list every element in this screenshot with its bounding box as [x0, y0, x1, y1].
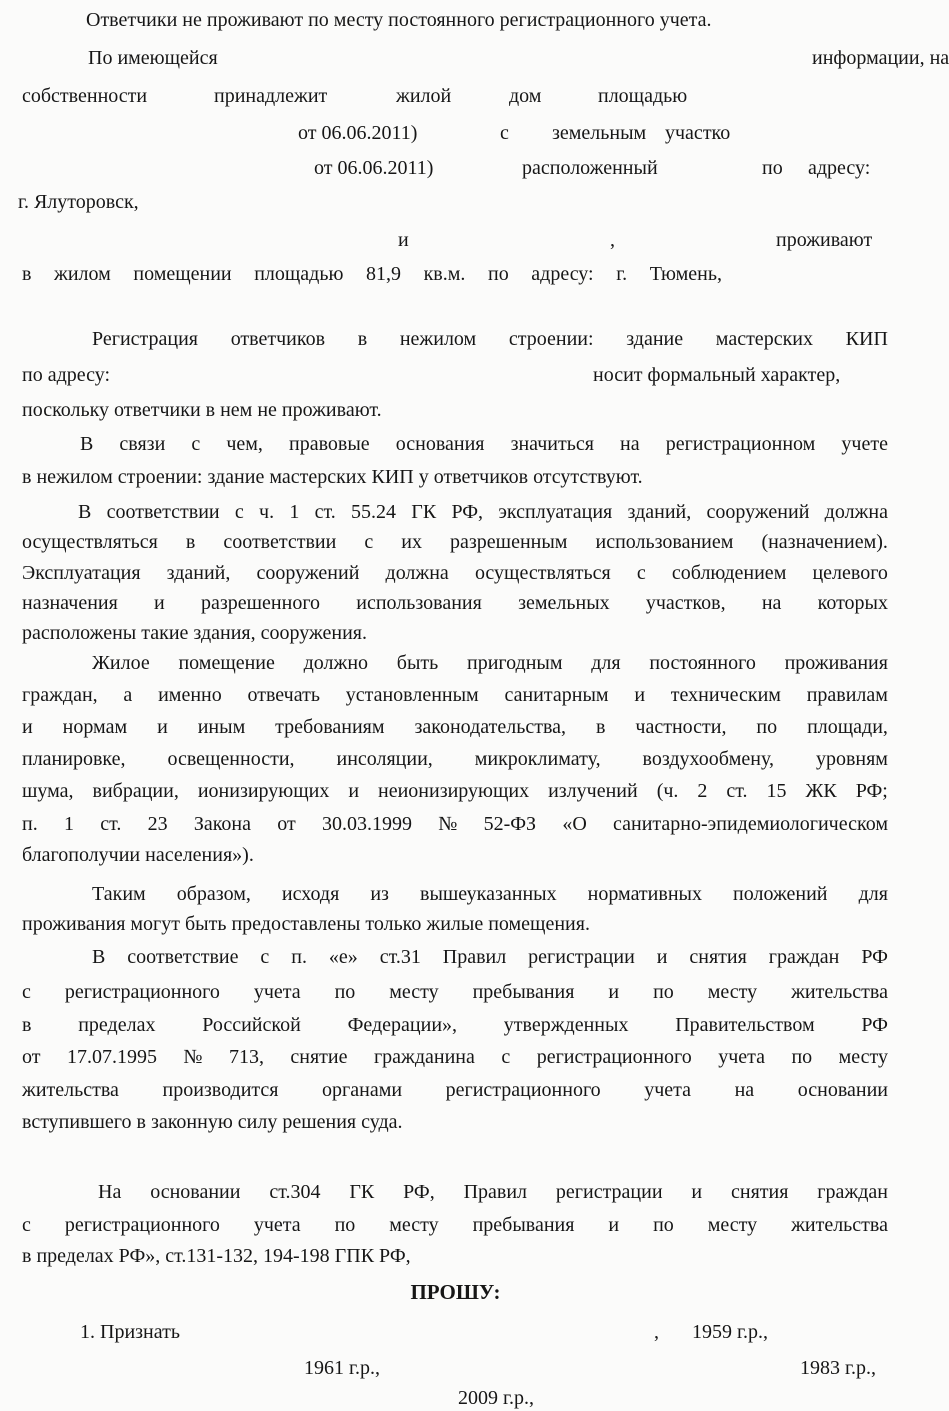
word: иным [197, 716, 246, 738]
word: и [154, 592, 165, 614]
word: 52-ФЗ [483, 813, 537, 835]
word: частности, [635, 716, 727, 738]
word: и [608, 981, 620, 1003]
word: основании [150, 1181, 241, 1203]
word: учета [718, 1046, 765, 1068]
word: чем, [226, 433, 263, 455]
word: производится [162, 1079, 279, 1101]
word: и [691, 1181, 703, 1203]
word: ст. [726, 780, 748, 802]
word: от [277, 813, 296, 835]
word: регистрации [555, 1181, 663, 1203]
word: пребывания [472, 981, 575, 1003]
word: гражданина [373, 1046, 475, 1068]
word: неионизирующих [378, 780, 530, 802]
text-line: в пределах РФ», ст.131-132, 194-198 ГПК РФ, [22, 1245, 411, 1267]
word: жительства [791, 981, 888, 1003]
text-line [78, 500, 888, 524]
text-line [22, 779, 888, 803]
word: Жилое [92, 652, 150, 674]
word: требованиям [275, 716, 385, 738]
word: ГК [411, 501, 437, 523]
word: зданий, [627, 501, 692, 523]
text-line [22, 591, 888, 615]
word: осуществляться [474, 562, 611, 584]
word: месту [707, 981, 758, 1003]
word: нежилом [399, 328, 477, 350]
word: жительства [791, 1214, 888, 1236]
word: по [334, 1214, 356, 1236]
word: снятия [731, 1181, 789, 1203]
word: месту [389, 1214, 439, 1236]
text-line: вступившего в законную силу решения суда. [22, 1111, 403, 1133]
word: п. [22, 813, 38, 835]
word: вибрации, [92, 780, 179, 802]
word: соответствии [106, 501, 220, 523]
word: На [98, 1181, 122, 1203]
word: строении: [508, 328, 594, 350]
word: сооружений [706, 501, 810, 523]
word: санитарно-эпидемиологическом [613, 813, 888, 835]
word: на [620, 433, 640, 455]
word: их [401, 531, 422, 553]
word: земельных [518, 592, 610, 614]
word: именно [158, 684, 222, 706]
word: ЖК [805, 780, 837, 802]
word: образом, [176, 883, 251, 905]
word: по [487, 263, 509, 285]
text-line [98, 1180, 888, 1204]
word: регистрационного [64, 981, 220, 1003]
word: значиться [510, 433, 594, 455]
word: утвержденных [503, 1014, 629, 1036]
word: соблюдением [671, 562, 787, 584]
word: регистрационном [665, 433, 816, 455]
word: а [123, 684, 133, 706]
word: Российской [202, 1014, 301, 1036]
text-line [22, 715, 888, 739]
word: 1 [289, 501, 300, 523]
word: техническим [670, 684, 781, 706]
word: из [370, 883, 389, 905]
text-line [22, 262, 722, 286]
text-line: Ответчики не проживают по месту постоянного регистрационного учета. [86, 9, 712, 31]
word: микроклимату, [474, 748, 601, 770]
word: использованием [595, 531, 734, 553]
word: воздухообмену, [642, 748, 774, 770]
word: с [191, 433, 201, 455]
text-line [22, 1013, 888, 1037]
document-page: Ответчики не проживают по месту постоянного регистрационного учета. По имеющейся информации, на собственности принадлежит жилой дом площадью от 06.06.2011) с земельным участко от 06.06.2011) расположенный по адресу: г. Ялуторовск, и , проживают в жилом помещении площадью 81,9 кв.м. по адресу: г. Тюмень, Регистрация ответчиков в нежилом строении: здание мастерских КИП по адресу: носит формальный характер, поскольку ответчики в нем не проживают. В связи с чем, правовые основания значиться на регистрационном учете в нежилом строении: здание мастерских КИП у ответчиков отсутствуют. В соответствии с ч. 1 ст. 55.24 ГК РФ, эксплуатация зданий, сооружений должна осуществляться в соответствии с их разрешенным использованием (назначением). Эксплуатация зданий, сооружений должна осуществляться с соблюдением целевого назначения и разрешенного использования земельных участков, на которых расположены такие здания, сооружения. Жилое помещение должно быть пригодным для постоянного проживания граждан, а именно отвечать установленным санитарным и техническим правилам и нормам и иным требованиям законодательства, в частности, по площади, планировке, освещенности, инсоляции, микроклимату, воздухообмену, уровням шума, вибрации, ионизирующих и неионизирующих излучений (ч. 2 ст. 15 ЖК РФ; п. 1 ст. 23 Закона от 30.03.1999 № 52-ФЗ «О санитарно-эпидемиологическом благополучии населения»). Таким образом, исходя из вышеуказанных нормативных положений для проживания могут быть предоставлены только жилые помещения. В соответствие с п. «е» ст.31 Правил регистрации и снятия граждан РФ с регистрационного учета по месту пребывания и по месту жительства в пределах Российской Федерации», утвержденных Правительством РФ от 17.07.1995 № 713, снятие гражданина с регистрационного учета по месту жительства производится органами регистрационного учета на основании вступившего в законную силу решения суда. На основании ст.304 ГК РФ, Правил регистрации и снятия граждан с регистрационного учета по месту пребывания и по месту жительства в пределах РФ», ст.131-132, 194-198 ГПК РФ, ПРОШУ: 1. Признать , 1959 г.р., 1961 г.р., 1983 г.р., 2009 г.р., [0, 0, 911, 1411]
word: Тюмень, [649, 263, 722, 285]
text-line: проживания могут быть предоставлены только жилые помещения. [22, 913, 590, 935]
word: по [791, 1046, 813, 1068]
word: месту [838, 1046, 888, 1068]
word: и [634, 684, 646, 706]
text-line [22, 683, 888, 707]
word: пребывания [472, 1214, 575, 1236]
word: целевого [812, 562, 888, 584]
word: положений [733, 883, 828, 905]
word: ответчиков [230, 328, 326, 350]
text-line [22, 1213, 888, 1237]
word: пределах [78, 1014, 156, 1036]
word: п. [291, 946, 307, 968]
text-line [22, 530, 888, 554]
word: Эксплуатация [22, 562, 141, 584]
word: с [234, 501, 244, 523]
word: которых [817, 592, 888, 614]
word: отвечать [247, 684, 320, 706]
word: и [22, 716, 33, 738]
word: (назначением). [761, 531, 888, 553]
word: постоянного [649, 652, 756, 674]
word: регистрационного [64, 1214, 220, 1236]
word: снятие [290, 1046, 348, 1068]
word: и [608, 1214, 620, 1236]
word: регистрационного [536, 1046, 692, 1068]
word: РФ [861, 946, 888, 968]
word: площадью [254, 263, 344, 285]
word: учета [253, 1214, 301, 1236]
word: инсоляции, [336, 748, 433, 770]
word: излучений [548, 780, 638, 802]
word: (ч. [656, 780, 679, 802]
word: по [756, 716, 778, 738]
word: в [22, 263, 32, 285]
word: основании [797, 1079, 888, 1101]
word: ч. [259, 501, 275, 523]
text-line: благополучии населения»). [22, 844, 254, 866]
word: кв.м. [423, 263, 466, 285]
word: вышеуказанных [420, 883, 557, 905]
word: нормам [62, 716, 128, 738]
text-line [22, 561, 888, 585]
word: мастерских [715, 328, 813, 350]
word: граждан [817, 1181, 888, 1203]
word: № [183, 1046, 203, 1068]
word: проживания [784, 652, 888, 674]
word: ст.31 [379, 946, 421, 968]
word: Правил [442, 946, 507, 968]
word: г. [616, 263, 628, 285]
text-line: 2009 г.р., [458, 1387, 534, 1409]
text-line [92, 945, 888, 969]
word: граждан [768, 946, 840, 968]
word: площади, [807, 716, 888, 738]
word: пригодным [467, 652, 563, 674]
word: РФ [861, 1014, 888, 1036]
word: Закона [193, 813, 252, 835]
word: В [78, 501, 92, 523]
word: назначения [22, 592, 118, 614]
word: от [22, 1046, 41, 1068]
word: уровням [815, 748, 888, 770]
word: эксплуатация [498, 501, 613, 523]
word: установленным [345, 684, 479, 706]
word: с [22, 1214, 31, 1236]
word: с [260, 946, 270, 968]
word: правилам [806, 684, 888, 706]
word: ст. [100, 813, 122, 835]
text-line [22, 1078, 888, 1102]
word: Регистрация [92, 328, 198, 350]
text-line [92, 327, 888, 351]
word: участков, [645, 592, 726, 614]
word: соответствии [223, 531, 337, 553]
word: регистрационного [445, 1079, 601, 1101]
word: месту [707, 1214, 758, 1236]
word: регистрации [528, 946, 635, 968]
word: месту [389, 981, 439, 1003]
word: 55.24 [351, 501, 397, 523]
word: и [656, 946, 668, 968]
word: санитарным [504, 684, 609, 706]
word: 2 [697, 780, 708, 802]
word: В [92, 946, 106, 968]
word: использования [356, 592, 482, 614]
text-line: г. Ялуторовск, [18, 191, 139, 213]
word: в [595, 716, 606, 738]
word: шума, [22, 780, 74, 802]
word: учета [644, 1079, 692, 1101]
word: планировке, [22, 748, 126, 770]
word: РФ; [855, 780, 888, 802]
word: учете [841, 433, 888, 455]
word: учета [253, 981, 301, 1003]
word: КИП [845, 328, 888, 350]
word: для [591, 652, 621, 674]
word: и [348, 780, 360, 802]
word: нормативных [587, 883, 702, 905]
word: с [501, 1046, 511, 1068]
word: связи [119, 433, 166, 455]
text-line [92, 651, 888, 675]
word: жилом [54, 263, 111, 285]
word: по [334, 981, 356, 1003]
word: в [185, 531, 196, 553]
word: РФ, [403, 1181, 435, 1203]
word: по [653, 1214, 674, 1236]
word: должно [303, 652, 369, 674]
text-line: расположены такие здания, сооружения. [22, 622, 367, 644]
text-line [22, 747, 888, 771]
text-line [80, 432, 888, 456]
word: разрешенным [450, 531, 568, 553]
word: с [22, 981, 31, 1003]
word: основания [395, 433, 485, 455]
word: «О [562, 813, 587, 835]
text-line [92, 882, 888, 906]
text-line: поскольку ответчики в нем не проживают. [22, 399, 382, 421]
word: В [80, 433, 94, 455]
word: граждан, [22, 684, 98, 706]
word: органами [322, 1079, 403, 1101]
word: должна [385, 562, 449, 584]
petition-heading: ПРОШУ: [410, 1280, 501, 1304]
word: 713, [228, 1046, 264, 1068]
word: помещении [133, 263, 232, 285]
word: ст. [314, 501, 336, 523]
word: «е» [328, 946, 358, 968]
word: 15 [766, 780, 787, 802]
word: законодательства, [414, 716, 567, 738]
word: Правительством [675, 1014, 815, 1036]
word: соответствие [127, 946, 239, 968]
word: № [438, 813, 458, 835]
word: на [761, 592, 782, 614]
word: зданий, [166, 562, 231, 584]
word: в [22, 1014, 32, 1036]
text-line: в нежилом строении: здание мастерских КИП у ответчиков отсутствуют. [22, 466, 643, 488]
word: Правил [463, 1181, 528, 1203]
word: ионизирующих [197, 780, 330, 802]
word: быть [396, 652, 439, 674]
word: по [653, 981, 674, 1003]
word: исходя [281, 883, 340, 905]
word: освещенности, [167, 748, 295, 770]
word: ст.304 [269, 1181, 321, 1203]
word: сооружений [256, 562, 360, 584]
word: адресу: [531, 263, 594, 285]
word: Таким [92, 883, 146, 905]
word: здание [626, 328, 684, 350]
text-line [22, 1045, 888, 1069]
word: 1 [63, 813, 74, 835]
word: с [364, 531, 374, 553]
word: на [734, 1079, 755, 1101]
word: для [858, 883, 888, 905]
word: РФ, [451, 501, 484, 523]
word: жительства [22, 1079, 119, 1101]
word: 23 [147, 813, 168, 835]
word: 30.03.1999 [322, 813, 412, 835]
word: 17.07.1995 [66, 1046, 157, 1068]
word: 81,9 [366, 263, 401, 285]
text-line [22, 812, 888, 836]
word: помещение [178, 652, 275, 674]
word: и [157, 716, 168, 738]
word: с [636, 562, 646, 584]
word: разрешенного [200, 592, 321, 614]
text-line [22, 980, 888, 1004]
word: осуществляться [22, 531, 158, 553]
word: в [357, 328, 368, 350]
word: снятия [689, 946, 747, 968]
word: Федерации», [347, 1014, 458, 1036]
word: правовые [289, 433, 370, 455]
word: должна [824, 501, 888, 523]
word: ГК [349, 1181, 375, 1203]
